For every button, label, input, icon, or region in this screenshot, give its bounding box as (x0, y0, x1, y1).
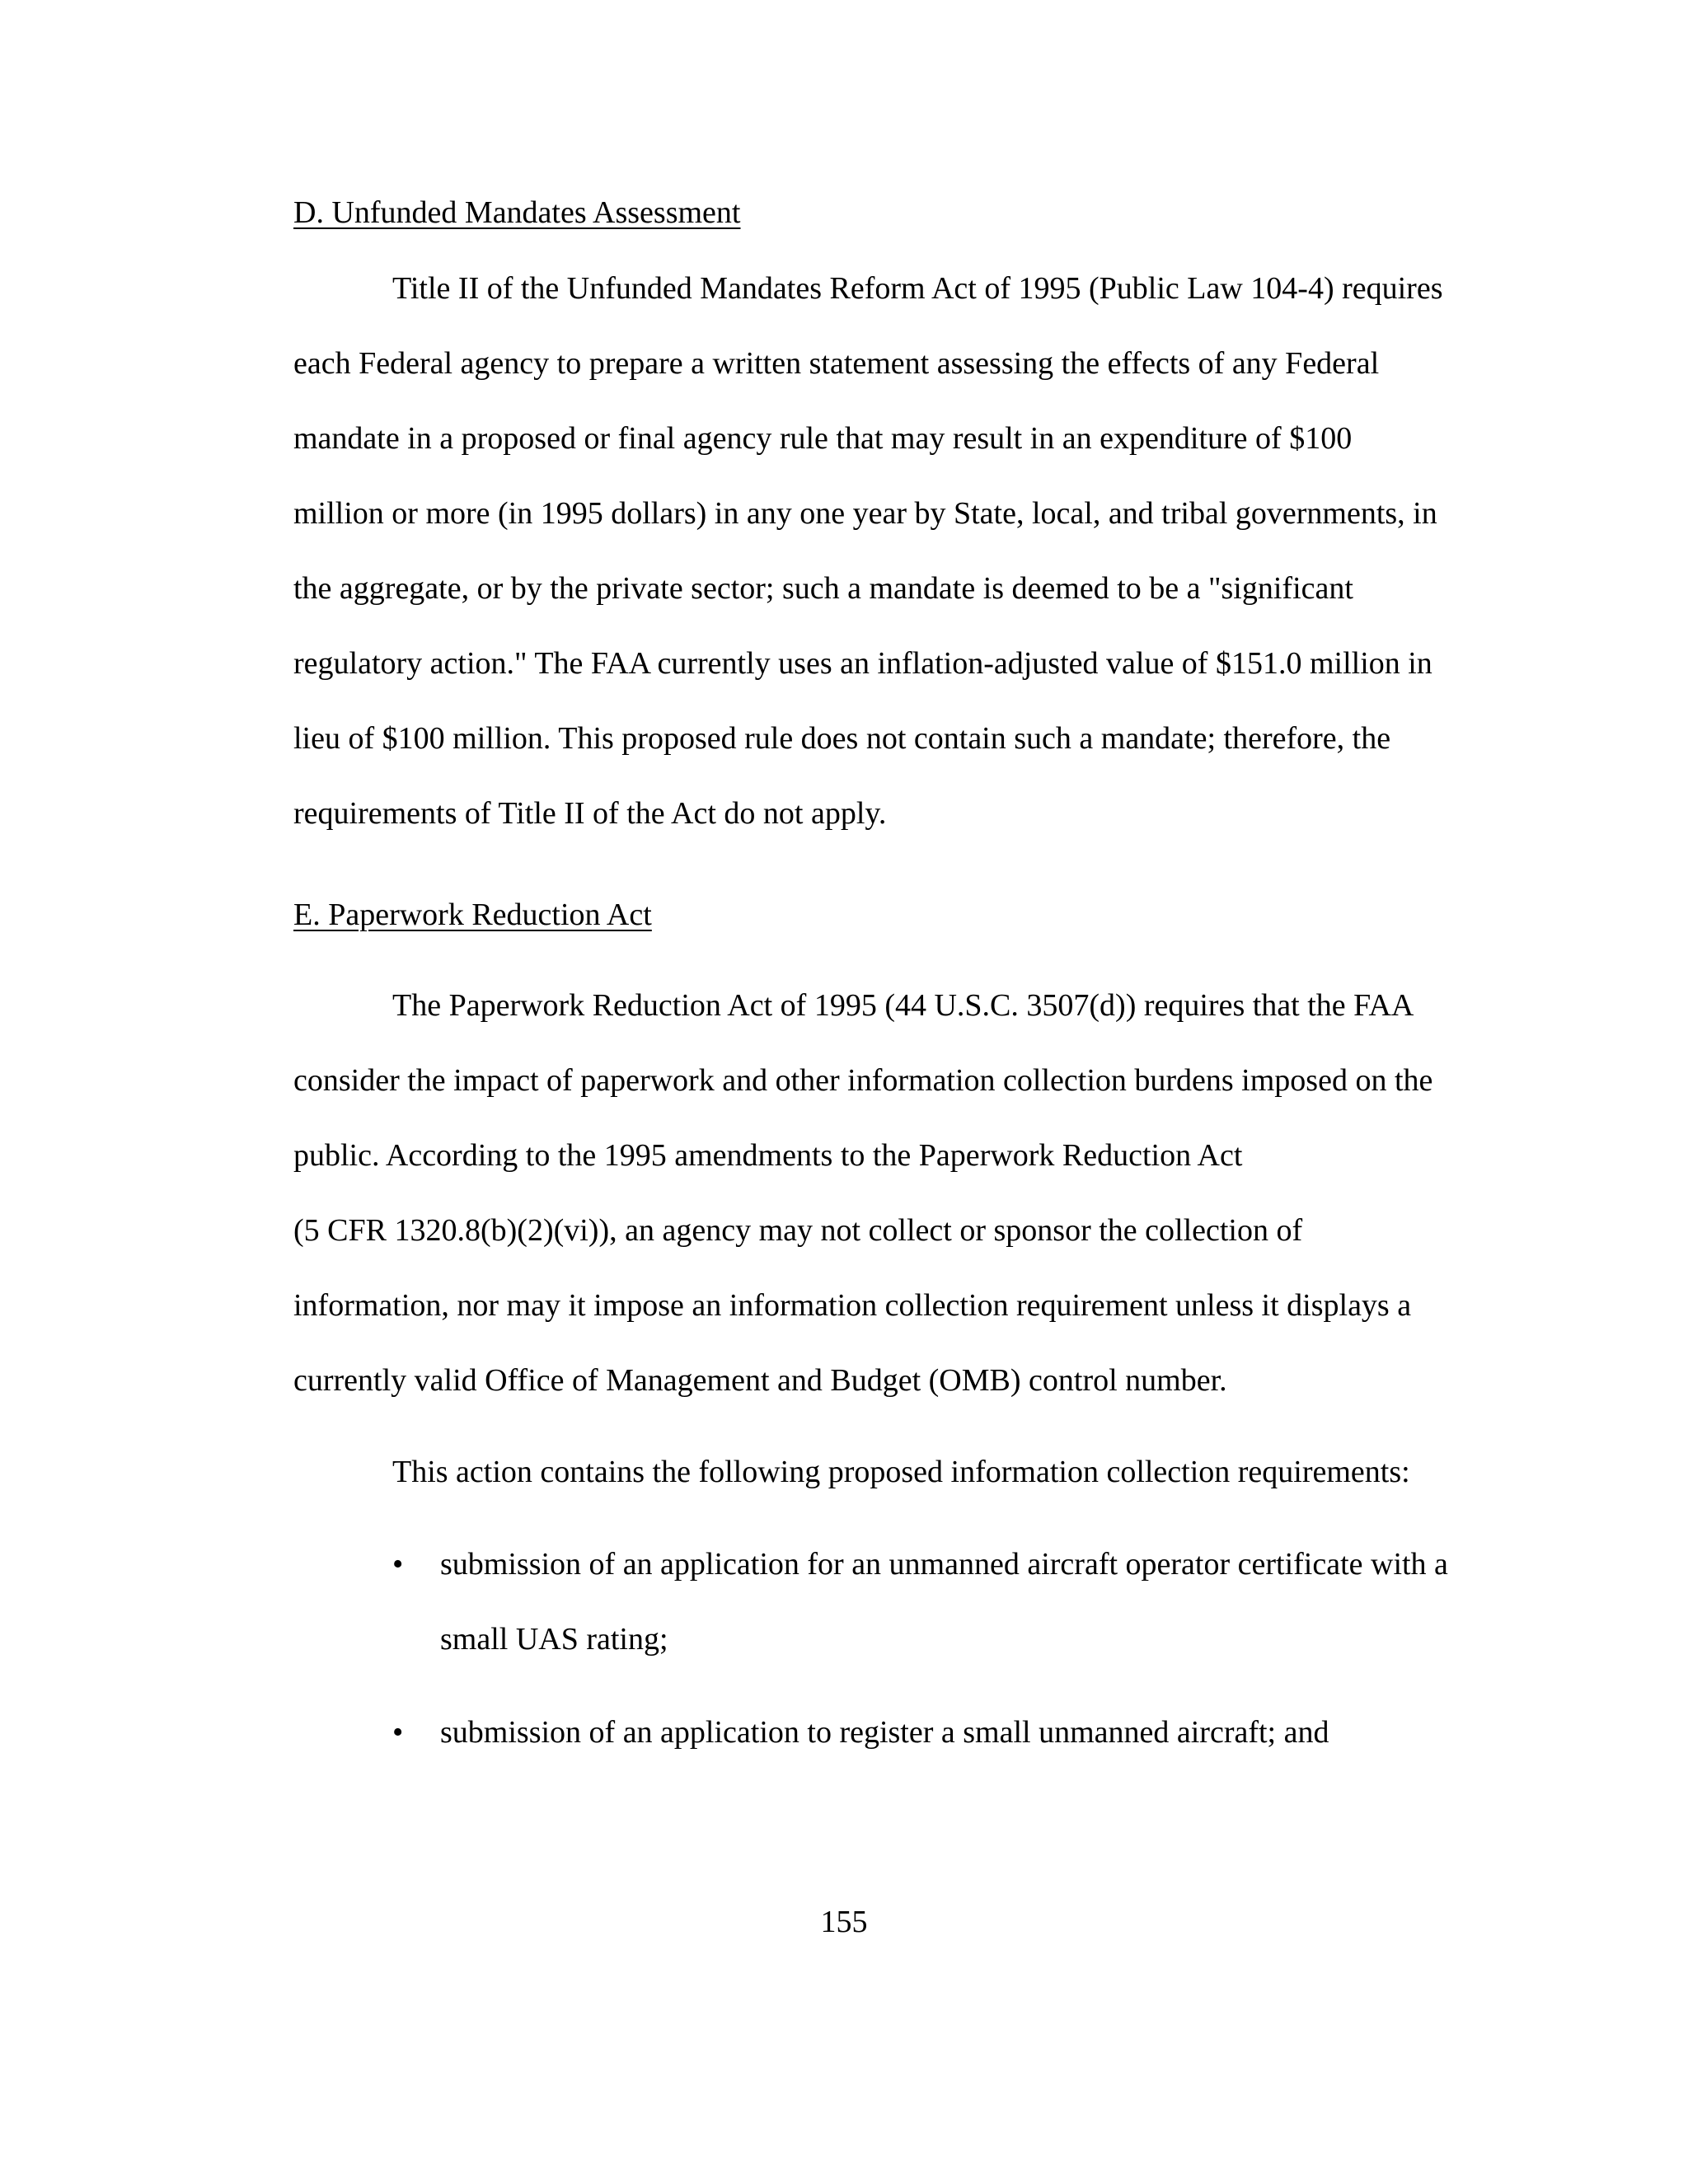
bullet-icon: • (392, 1715, 404, 1750)
paragraph-line: regulatory action." The FAA currently uses an inflation-adjusted value of $151.0 million in (293, 646, 1432, 681)
paragraph-line: consider the impact of paperwork and other information collection burdens imposed on the (293, 1063, 1433, 1098)
page-number: 155 (820, 1905, 868, 1939)
paragraph-line: mandate in a proposed or final agency rule that may result in an expenditure of $100 (293, 421, 1353, 456)
paragraph-line: public. According to the 1995 amendments to the Paperwork Reduction Act (293, 1138, 1243, 1173)
list-item-line: submission of an application to register a small unmanned aircraft; and (440, 1715, 1329, 1750)
list-item-line: submission of an application for an unmanned aircraft operator certificate with a (440, 1547, 1448, 1582)
paragraph-line: each Federal agency to prepare a written statement assessing the effects of any Federal (293, 346, 1380, 381)
paragraph-line: the aggregate, or by the private sector; such a mandate is deemed to be a "significant (293, 571, 1353, 606)
paragraph-line: Title II of the Unfunded Mandates Reform Act of 1995 (Public Law 104-4) requires (392, 271, 1443, 306)
list-item-line: small UAS rating; (440, 1622, 668, 1657)
bullet-icon: • (392, 1547, 404, 1582)
list-intro: This action contains the following proposed information collection requirements: (392, 1455, 1410, 1489)
paragraph-line: (5 CFR 1320.8(b)(2)(vi)), an agency may not collect or sponsor the collection of (293, 1213, 1303, 1248)
paragraph-line: information, nor may it impose an information collection requirement unless it displays a (293, 1288, 1412, 1323)
paragraph-line: lieu of $100 million. This proposed rule does not contain such a mandate; therefore, the (293, 721, 1391, 756)
section-heading-paperwork-reduction: E. Paperwork Reduction Act (293, 898, 652, 932)
paragraph-line: The Paperwork Reduction Act of 1995 (44 U.S.C. 3507(d)) requires that the FAA (392, 988, 1414, 1023)
paragraph-line: million or more (in 1995 dollars) in any one year by State, local, and tribal governments, in (293, 496, 1437, 531)
paragraph-line: requirements of Title II of the Act do not apply. (293, 796, 887, 831)
section-heading-unfunded-mandates: D. Unfunded Mandates Assessment (293, 195, 741, 230)
paragraph-line: currently valid Office of Management and Budget (OMB) control number. (293, 1363, 1227, 1398)
